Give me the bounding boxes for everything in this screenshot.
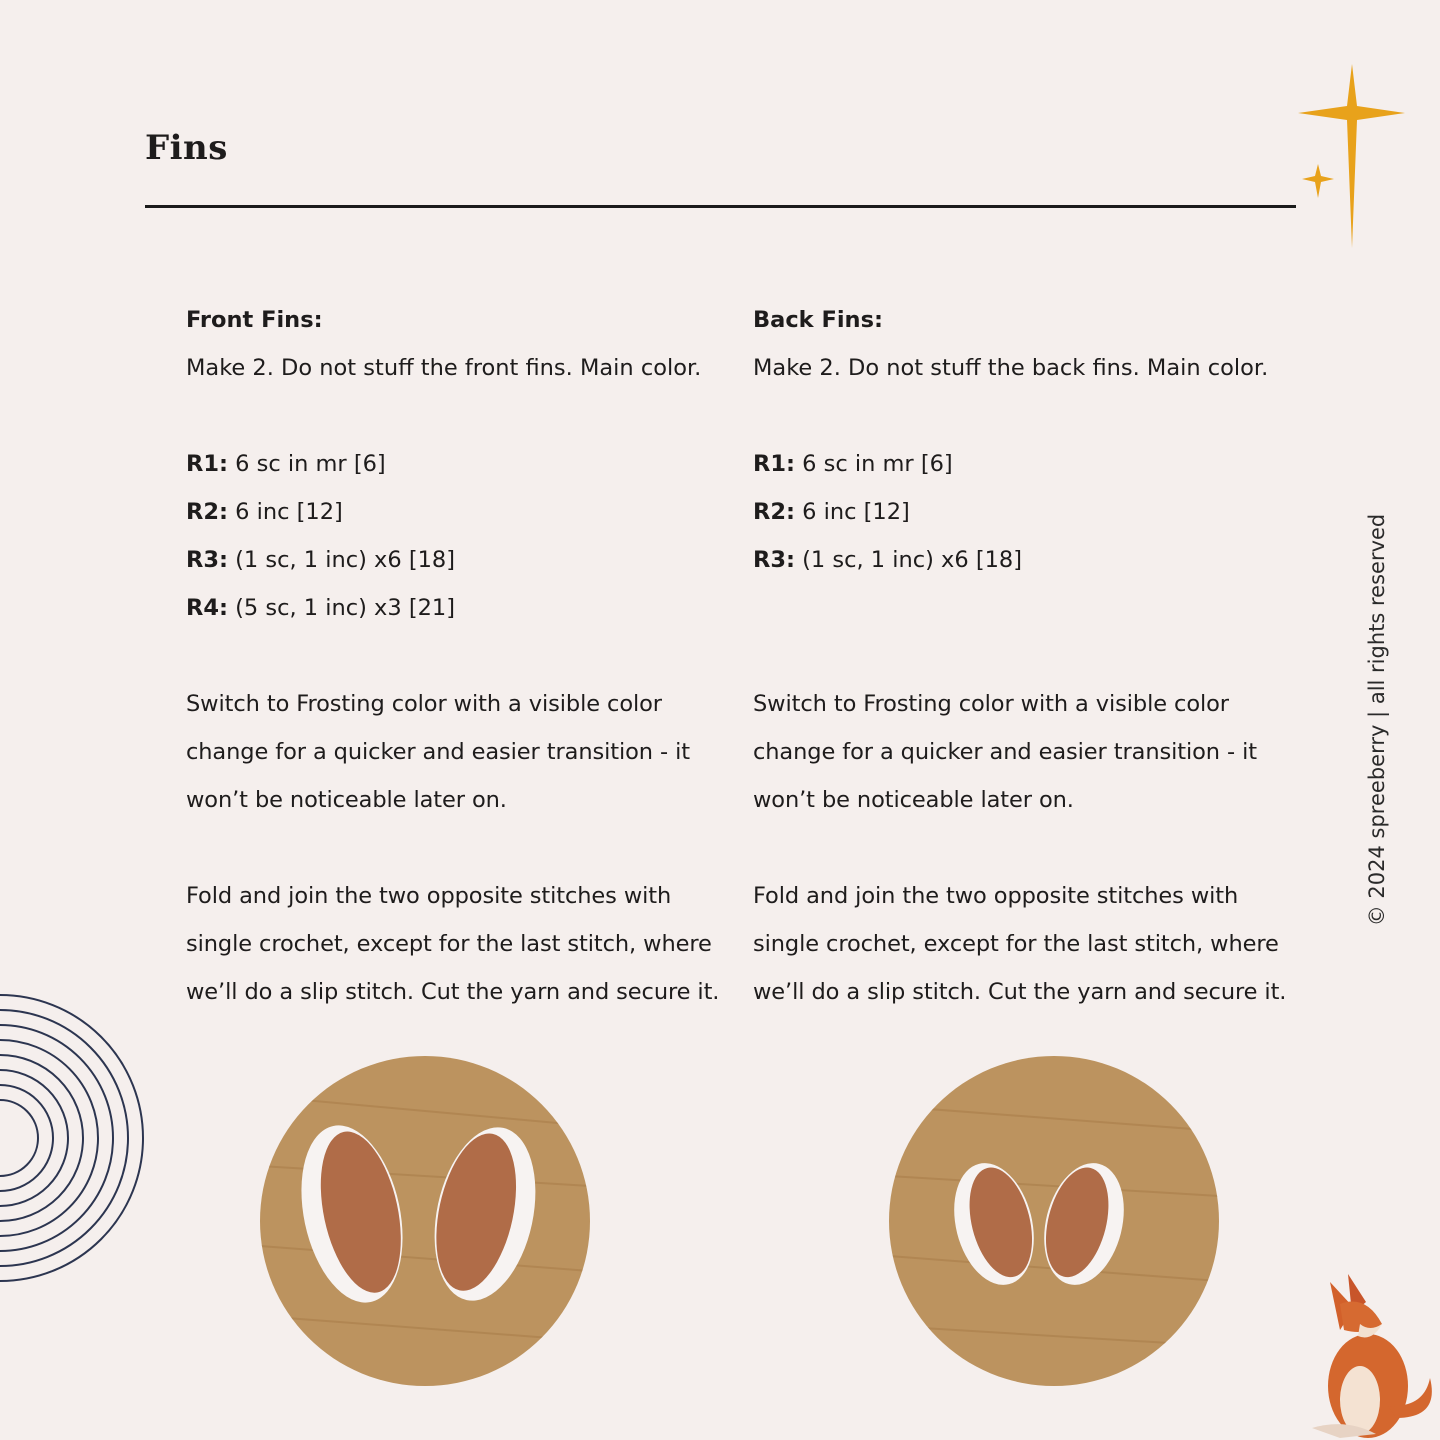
round-line: [186, 488, 746, 536]
round-text: (5 sc, 1 inc) x3 [21]: [227, 595, 456, 621]
paragraph-line: won’t be noticeable later on.: [186, 787, 507, 813]
round-text: (1 sc, 1 inc) x6 [18]: [794, 547, 1023, 573]
paragraph-line: Switch to Frosting color with a visible color: [186, 691, 662, 717]
round-text: 6 inc [12]: [227, 499, 343, 525]
paragraph-line: change for a quicker and easier transition - it: [186, 739, 690, 765]
round-label: R3:: [186, 547, 228, 573]
front-fins-intro: Make 2. Do not stuff the front fins. Main color.: [186, 355, 702, 381]
paragraph-line: Fold and join the two opposite stitches with: [186, 883, 672, 909]
sparkle-icon: [1290, 58, 1410, 253]
paragraph-line: we’ll do a slip stitch. Cut the yarn and secure it.: [186, 979, 720, 1005]
round-line: [186, 536, 746, 584]
back-fins-heading: Back Fins:: [753, 307, 883, 333]
round-text: 6 sc in mr [6]: [794, 451, 953, 477]
paragraph-line: Switch to Frosting color with a visible color: [753, 691, 1229, 717]
round-line: [753, 536, 1313, 584]
front-fins-photo: [260, 1056, 590, 1386]
round-text: (1 sc, 1 inc) x6 [18]: [227, 547, 456, 573]
round-label: R2:: [186, 499, 228, 525]
round-line: [753, 440, 1313, 488]
fold-paragraph: [186, 872, 746, 1016]
paragraph-line: Fold and join the two opposite stitches with: [753, 883, 1239, 909]
copyright-text: © 2024 spreeberry | all rights reserved: [1365, 513, 1389, 927]
page-title: Fins: [145, 128, 228, 168]
fox-icon: [1300, 1268, 1440, 1440]
round-line: [186, 440, 746, 488]
front-fins-heading: Front Fins:: [186, 307, 323, 333]
round-line: [753, 488, 1313, 536]
round-line: [186, 584, 746, 632]
round-label: R1:: [186, 451, 228, 477]
paragraph-line: change for a quicker and easier transition - it: [753, 739, 1257, 765]
concentric-arcs: [0, 880, 200, 1440]
back-fins-photo: [889, 1056, 1219, 1386]
front-fins-column: [186, 296, 746, 1016]
round-label: R4:: [186, 595, 228, 621]
round-text: 6 inc [12]: [794, 499, 910, 525]
round-label: R1:: [753, 451, 795, 477]
switch-paragraph: [753, 680, 1313, 824]
round-label: R2:: [753, 499, 795, 525]
round-text: 6 sc in mr [6]: [227, 451, 386, 477]
round-label: R3:: [753, 547, 795, 573]
back-fins-intro: Make 2. Do not stuff the back fins. Main color.: [753, 355, 1269, 381]
paragraph-line: single crochet, except for the last stitch, where: [186, 931, 712, 957]
paragraph-line: won’t be noticeable later on.: [753, 787, 1074, 813]
paragraph-line: single crochet, except for the last stitch, where: [753, 931, 1279, 957]
paragraph-line: we’ll do a slip stitch. Cut the yarn and secure it.: [753, 979, 1287, 1005]
back-fins-column: [753, 296, 1313, 1016]
switch-paragraph: [186, 680, 746, 824]
fold-paragraph: [753, 872, 1313, 1016]
title-divider: [145, 205, 1296, 208]
